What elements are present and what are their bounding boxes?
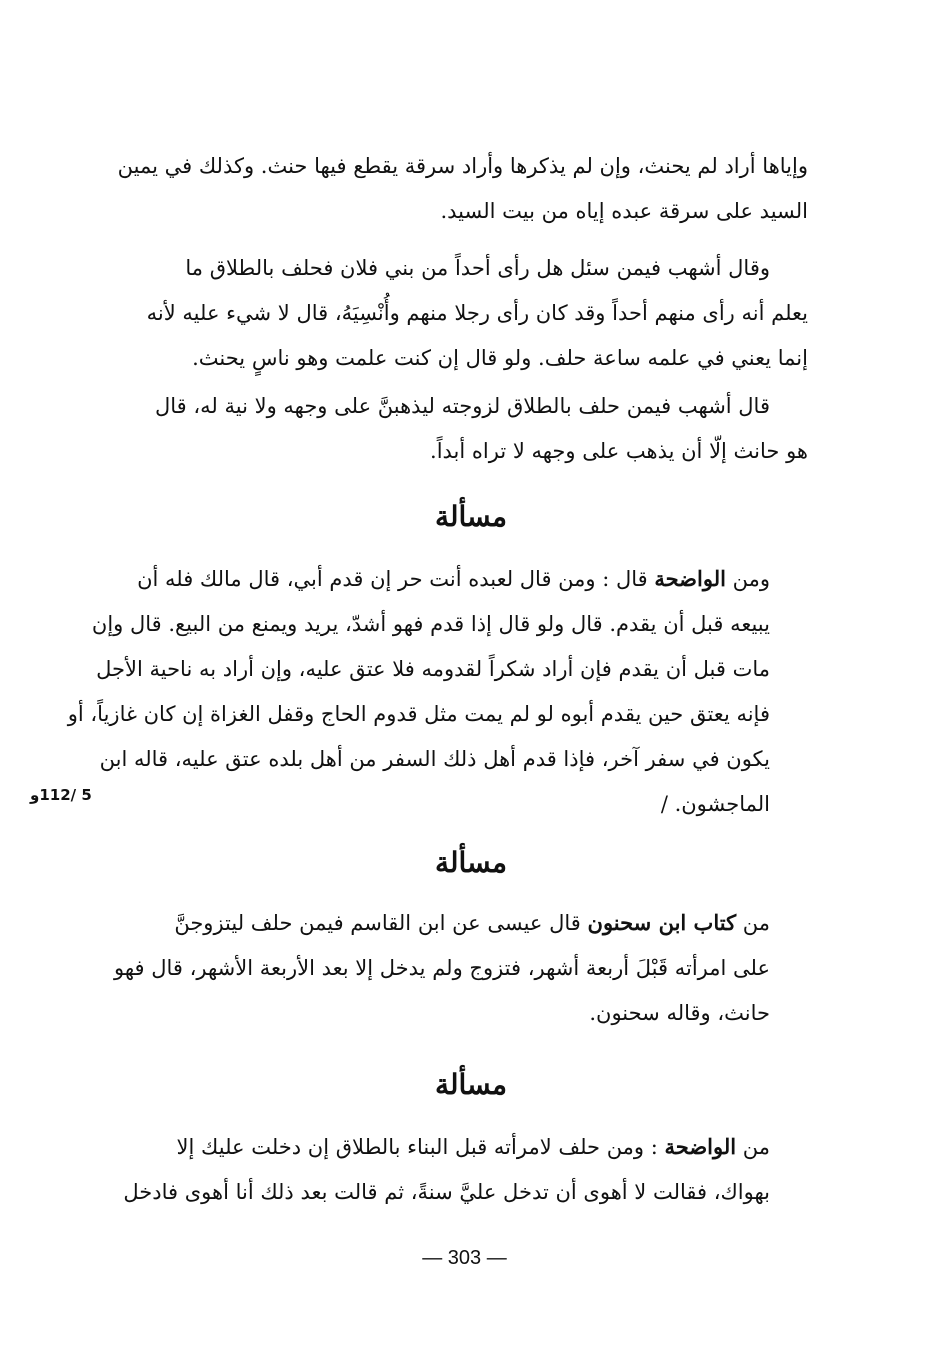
section-2-block	[114, 900, 808, 1036]
text-line: فإنه يعتق حين يقدم أبوه لو لم يمت مثل قدوم الحاج وقفل الغزاة إن كان غازياً، أو	[67, 702, 770, 726]
text-line: السيد على سرقة عبده إياه من بيت السيد.	[440, 199, 808, 223]
text-line: الماجشون. /	[660, 792, 770, 816]
intro-block	[117, 144, 808, 234]
line-rest: قال : ومن قال لعبده أنت حر إن قدم أبي، قال مالك فله أن	[137, 567, 648, 591]
section-1-block	[67, 556, 808, 827]
text-line: يكون في سفر آخر، فإذا قدم أهل ذلك السفر من أهل بلده عتق عليه، قاله ابن	[99, 747, 770, 771]
line-prefix: ومن	[732, 567, 770, 591]
text-line: هو حانث إلّا أن يذهب على وجهه لا تراه أبداً.	[430, 439, 808, 463]
text-line: يبيعه قبل أن يقدم. قال ولو قال إذا قدم فهو أشدّ، يريد ويمنع من البيع. قال وإن	[91, 612, 770, 636]
paragraph-2	[134, 246, 808, 381]
text-line: مات قبل أن يقدم فإن أراد شكراً لقدومه فلا عتق عليه، وإن أراد به ناحية الأجل	[96, 657, 770, 681]
text-line	[134, 900, 808, 946]
line-rest: قال عيسى عن ابن القاسم فيمن حلف ليتزوجنَّ	[174, 911, 581, 935]
section-heading: مسألة	[434, 846, 508, 879]
margin-folio-note: 5 /112و	[30, 786, 92, 804]
section-1-paragraph	[67, 556, 808, 827]
text-line: على امرأته قَبْلَ أربعة أشهر، فتزوج ولم يدخل إلا بعد الأربعة الأشهر، قال فهو	[114, 956, 770, 980]
text-line: قال أشهب فيمن حلف بالطلاق لزوجته ليذهبنَّ على وجهه ولا نية له، قال	[155, 394, 770, 418]
line-rest: : ومن حلف لامرأته قبل البناء بالطلاق إن دخلت عليك إلا	[176, 1135, 658, 1159]
paragraph-1	[117, 144, 808, 234]
section-3-block	[123, 1124, 808, 1215]
paragraph-3-block	[134, 384, 808, 474]
source-name: الواضحة	[654, 566, 726, 591]
source-name: كتاب ابن سحنون	[587, 910, 737, 935]
source-name: الواضحة	[664, 1134, 737, 1159]
text-line: يعلم أنه رأى منهم أحداً وقد كان رأى رجلا منهم وأُنْسِيَهُ، قال لا شيء عليه لأنه	[146, 301, 808, 325]
paragraph-2-block	[134, 246, 808, 381]
section-heading: مسألة	[434, 1068, 508, 1101]
text-line: حانث، وقاله سحنون.	[589, 1001, 770, 1025]
line-prefix: من	[742, 911, 770, 935]
text-line	[134, 556, 808, 602]
line-prefix: من	[742, 1135, 770, 1159]
text-line: وقال أشهب فيمن سئل هل رأى أحداً من بني فلان فحلف بالطلاق ما	[185, 256, 770, 280]
paragraph-3	[134, 384, 808, 474]
text-line: وإياها أراد لم يحنث، وإن لم يذكرها وأراد سرقة يقطع فيها حنث. وكذلك في يمين	[117, 154, 808, 178]
section-2-paragraph	[114, 900, 808, 1036]
section-heading: مسألة	[434, 500, 508, 533]
text-line: بهواك، فقالت لا أهوى أن تدخل عليَّ سنةً، ثم قالت بعد ذلك أنا أهوى فادخل	[123, 1180, 770, 1204]
text-line	[134, 1124, 808, 1170]
section-3-paragraph	[123, 1124, 808, 1215]
text-line: إنما يعني في علمه ساعة حلف. ولو قال إن كنت علمت وهو ناسٍ يحنث.	[192, 346, 808, 370]
page-number: — 303 —	[422, 1247, 507, 1269]
